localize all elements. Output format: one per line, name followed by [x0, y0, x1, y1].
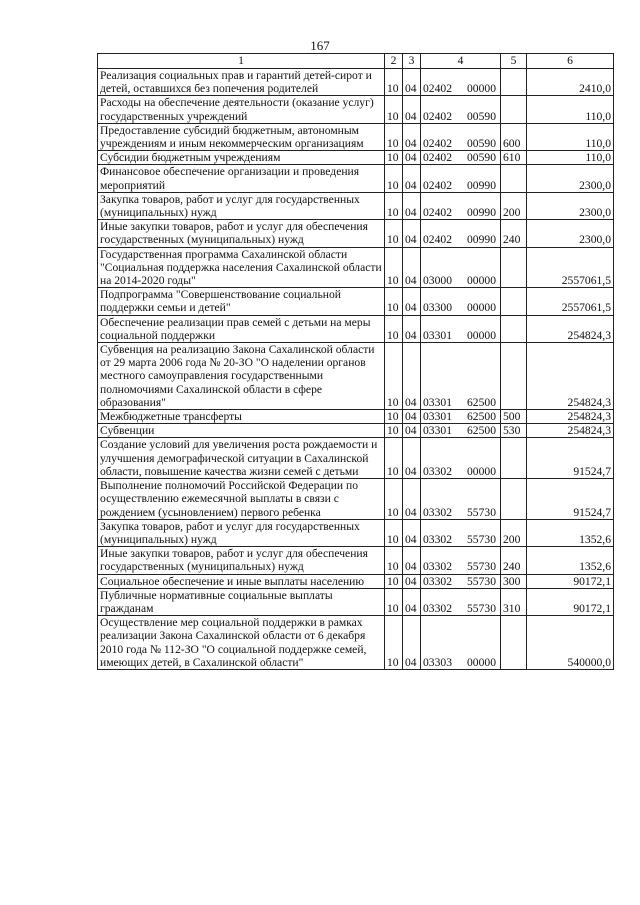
row-amount-cell: 254824,3 [527, 343, 614, 410]
row-section-cell: 10 [385, 192, 403, 219]
column-header: 6 [527, 54, 614, 69]
row-subsection-cell: 04 [403, 547, 421, 574]
row-name-cell: Осуществление мер социальной поддержки в рамках реализации Закона Сахалинской области от 6 декабря 2010 года № 112-ЗО "О социальной поддержке семей, имеющих детей, в Сахалинской области" [98, 616, 385, 670]
row-subsection-cell: 04 [403, 220, 421, 247]
target-article-part1: 03300 [423, 301, 452, 315]
target-article-part2: 55730 [467, 574, 496, 588]
table-row [98, 479, 614, 520]
row-amount-cell: 2410,0 [527, 69, 614, 96]
table-row [98, 410, 614, 424]
row-target-article-cell [421, 616, 501, 670]
row-expense-type-cell [501, 343, 527, 410]
row-target-article-cell [421, 96, 501, 123]
table-row [98, 574, 614, 588]
row-name-cell: Реализация социальных прав и гарантий детей-сирот и детей, оставшихся без попечения родителей [98, 69, 385, 96]
row-target-article-cell [421, 479, 501, 520]
row-target-article-cell [421, 519, 501, 546]
row-expense-type-cell: 240 [501, 220, 527, 247]
row-target-article-cell [421, 165, 501, 192]
target-article-part2: 00000 [467, 464, 496, 478]
target-article-part2: 62500 [467, 424, 496, 438]
target-article-part1: 03301 [423, 410, 452, 424]
target-article-part1: 02402 [423, 233, 452, 247]
target-article-part2: 55730 [467, 601, 496, 615]
row-expense-type-cell: 610 [501, 151, 527, 165]
row-section-cell: 10 [385, 165, 403, 192]
target-article-part2: 00990 [467, 206, 496, 220]
row-section-cell: 10 [385, 519, 403, 546]
row-section-cell: 10 [385, 288, 403, 315]
target-article-part2: 00590 [467, 137, 496, 151]
row-name-cell: Субвенция на реализацию Закона Сахалинской области от 29 марта 2006 года № 20-ЗО "О наделении органов местного самоуправления государственными полномочиями Сахалинской области в сфере образования" [98, 343, 385, 410]
row-amount-cell: 90172,1 [527, 574, 614, 588]
row-section-cell: 10 [385, 123, 403, 150]
target-article-part1: 03302 [423, 464, 452, 478]
row-section-cell: 10 [385, 479, 403, 520]
row-expense-type-cell: 530 [501, 424, 527, 438]
row-name-cell: Социальное обеспечение и иные выплаты населению [98, 574, 385, 588]
target-article-part1: 02402 [423, 178, 452, 192]
row-name-cell: Расходы на обеспечение деятельности (оказание услуг) государственных учреждений [98, 96, 385, 123]
row-target-article-cell [421, 220, 501, 247]
target-article-part1: 03301 [423, 395, 452, 409]
table-row [98, 547, 614, 574]
row-subsection-cell: 04 [403, 588, 421, 615]
row-section-cell: 10 [385, 220, 403, 247]
row-expense-type-cell: 600 [501, 123, 527, 150]
row-subsection-cell: 04 [403, 479, 421, 520]
row-expense-type-cell [501, 616, 527, 670]
table-row [98, 247, 614, 288]
row-name-cell: Государственная программа Сахалинской области "Социальная поддержка населения Сахалинской области на 2014-2020 годы" [98, 247, 385, 288]
row-section-cell: 10 [385, 410, 403, 424]
target-article-part1: 02402 [423, 82, 452, 96]
target-article-part2: 00990 [467, 233, 496, 247]
row-name-cell: Предоставление субсидий бюджетным, автономным учреждениям и иным некоммерческим организациям [98, 123, 385, 150]
row-target-article-cell [421, 547, 501, 574]
row-section-cell: 10 [385, 438, 403, 479]
row-expense-type-cell: 240 [501, 547, 527, 574]
target-article-part2: 00000 [467, 301, 496, 315]
row-target-article-cell [421, 123, 501, 150]
row-subsection-cell: 04 [403, 616, 421, 670]
row-amount-cell: 110,0 [527, 123, 614, 150]
row-name-cell: Обеспечение реализации прав семей с детьми на меры социальной поддержки [98, 315, 385, 342]
row-amount-cell: 2300,0 [527, 165, 614, 192]
table-row [98, 438, 614, 479]
row-target-article-cell [421, 424, 501, 438]
target-article-part1: 03302 [423, 560, 452, 574]
target-article-part2: 00590 [467, 109, 496, 123]
target-article-part1: 02402 [423, 206, 452, 220]
page-number: 167 [310, 38, 330, 53]
row-section-cell: 10 [385, 588, 403, 615]
budget-table [97, 53, 614, 670]
row-subsection-cell: 04 [403, 315, 421, 342]
target-article-part2: 00000 [467, 655, 496, 669]
table-header-row [98, 54, 614, 69]
row-expense-type-cell [501, 438, 527, 479]
table-row [98, 165, 614, 192]
row-amount-cell: 91524,7 [527, 438, 614, 479]
target-article-part1: 03000 [423, 274, 452, 288]
target-article-part1: 03302 [423, 574, 452, 588]
row-target-article-cell [421, 69, 501, 96]
row-target-article-cell [421, 574, 501, 588]
row-subsection-cell: 04 [403, 165, 421, 192]
target-article-part2: 62500 [467, 395, 496, 409]
target-article-part2: 62500 [467, 410, 496, 424]
row-amount-cell: 2557061,5 [527, 247, 614, 288]
column-header: 2 [385, 54, 403, 69]
row-expense-type-cell: 310 [501, 588, 527, 615]
row-name-cell: Иные закупки товаров, работ и услуг для обеспечения государственных (муниципальных) нужд [98, 547, 385, 574]
row-subsection-cell: 04 [403, 192, 421, 219]
row-target-article-cell [421, 247, 501, 288]
row-amount-cell: 91524,7 [527, 479, 614, 520]
target-article-part1: 03301 [423, 424, 452, 438]
row-name-cell: Подпрограмма "Совершенствование социальной поддержки семьи и детей" [98, 288, 385, 315]
target-article-part2: 55730 [467, 505, 496, 519]
column-header: 4 [421, 54, 501, 69]
row-name-cell: Закупка товаров, работ и услуг для государственных (муниципальных) нужд [98, 192, 385, 219]
row-section-cell: 10 [385, 574, 403, 588]
target-article-part1: 02402 [423, 137, 452, 151]
row-subsection-cell: 04 [403, 247, 421, 288]
target-article-part1: 03302 [423, 532, 452, 546]
column-header: 1 [98, 54, 385, 69]
row-target-article-cell [421, 588, 501, 615]
row-amount-cell: 110,0 [527, 96, 614, 123]
row-section-cell: 10 [385, 96, 403, 123]
row-name-cell: Финансовое обеспечение организации и проведения мероприятий [98, 165, 385, 192]
row-name-cell: Межбюджетные трансферты [98, 410, 385, 424]
row-subsection-cell: 04 [403, 288, 421, 315]
target-article-part1: 03302 [423, 601, 452, 615]
table-row [98, 96, 614, 123]
row-expense-type-cell [501, 479, 527, 520]
row-amount-cell: 90172,1 [527, 588, 614, 615]
table-row [98, 519, 614, 546]
table-row [98, 69, 614, 96]
row-amount-cell: 254824,3 [527, 315, 614, 342]
target-article-part2: 00990 [467, 178, 496, 192]
table-row [98, 315, 614, 342]
row-name-cell: Выполнение полномочий Российской Федерации по осуществлению ежемесячной выплаты в связи с рождением (усыновлением) первого ребенка [98, 479, 385, 520]
row-subsection-cell: 04 [403, 438, 421, 479]
row-section-cell: 10 [385, 151, 403, 165]
row-expense-type-cell: 200 [501, 519, 527, 546]
row-name-cell: Публичные нормативные социальные выплаты гражданам [98, 588, 385, 615]
row-target-article-cell [421, 410, 501, 424]
table-row [98, 588, 614, 615]
row-name-cell: Закупка товаров, работ и услуг для государственных (муниципальных) нужд [98, 519, 385, 546]
row-expense-type-cell [501, 165, 527, 192]
row-amount-cell: 1352,6 [527, 547, 614, 574]
row-expense-type-cell: 300 [501, 574, 527, 588]
row-section-cell: 10 [385, 69, 403, 96]
row-name-cell: Иные закупки товаров, работ и услуг для обеспечения государственных (муниципальных) нужд [98, 220, 385, 247]
target-article-part2: 00000 [467, 82, 496, 96]
table-row [98, 220, 614, 247]
target-article-part1: 03302 [423, 505, 452, 519]
row-subsection-cell: 04 [403, 96, 421, 123]
target-article-part2: 00000 [467, 328, 496, 342]
target-article-part1: 03301 [423, 328, 452, 342]
row-amount-cell: 2557061,5 [527, 288, 614, 315]
row-section-cell: 10 [385, 547, 403, 574]
target-article-part1: 02402 [423, 151, 452, 165]
target-article-part2: 55730 [467, 532, 496, 546]
table-row [98, 288, 614, 315]
row-expense-type-cell: 200 [501, 192, 527, 219]
row-subsection-cell: 04 [403, 123, 421, 150]
table-row [98, 151, 614, 165]
row-section-cell: 10 [385, 343, 403, 410]
target-article-part1: 02402 [423, 109, 452, 123]
table-row [98, 616, 614, 670]
row-expense-type-cell [501, 247, 527, 288]
row-amount-cell: 540000,0 [527, 616, 614, 670]
table-row [98, 123, 614, 150]
row-target-article-cell [421, 438, 501, 479]
row-section-cell: 10 [385, 424, 403, 438]
row-amount-cell: 254824,3 [527, 410, 614, 424]
row-subsection-cell: 04 [403, 151, 421, 165]
column-header: 5 [501, 54, 527, 69]
row-target-article-cell [421, 343, 501, 410]
target-article-part2: 00000 [467, 274, 496, 288]
row-name-cell: Субсидии бюджетным учреждениям [98, 151, 385, 165]
row-subsection-cell: 04 [403, 574, 421, 588]
row-subsection-cell: 04 [403, 343, 421, 410]
row-subsection-cell: 04 [403, 69, 421, 96]
row-expense-type-cell [501, 96, 527, 123]
row-amount-cell: 2300,0 [527, 220, 614, 247]
row-amount-cell: 2300,0 [527, 192, 614, 219]
row-amount-cell: 254824,3 [527, 424, 614, 438]
target-article-part2: 00590 [467, 151, 496, 165]
column-header: 3 [403, 54, 421, 69]
row-section-cell: 10 [385, 315, 403, 342]
row-expense-type-cell [501, 288, 527, 315]
row-subsection-cell: 04 [403, 519, 421, 546]
row-section-cell: 10 [385, 616, 403, 670]
row-expense-type-cell [501, 315, 527, 342]
row-target-article-cell [421, 192, 501, 219]
row-amount-cell: 1352,6 [527, 519, 614, 546]
row-name-cell: Создание условий для увеличения роста рождаемости и улучшения демографической ситуации в Сахалинской области, повышение качества жизни семей с детьми [98, 438, 385, 479]
row-expense-type-cell [501, 69, 527, 96]
table-row [98, 343, 614, 410]
table-row [98, 424, 614, 438]
row-expense-type-cell: 500 [501, 410, 527, 424]
row-target-article-cell [421, 315, 501, 342]
target-article-part1: 03303 [423, 655, 452, 669]
row-subsection-cell: 04 [403, 410, 421, 424]
row-amount-cell: 110,0 [527, 151, 614, 165]
table-row [98, 192, 614, 219]
row-name-cell: Субвенции [98, 424, 385, 438]
row-section-cell: 10 [385, 247, 403, 288]
row-target-article-cell [421, 151, 501, 165]
target-article-part2: 55730 [467, 560, 496, 574]
row-target-article-cell [421, 288, 501, 315]
row-subsection-cell: 04 [403, 424, 421, 438]
